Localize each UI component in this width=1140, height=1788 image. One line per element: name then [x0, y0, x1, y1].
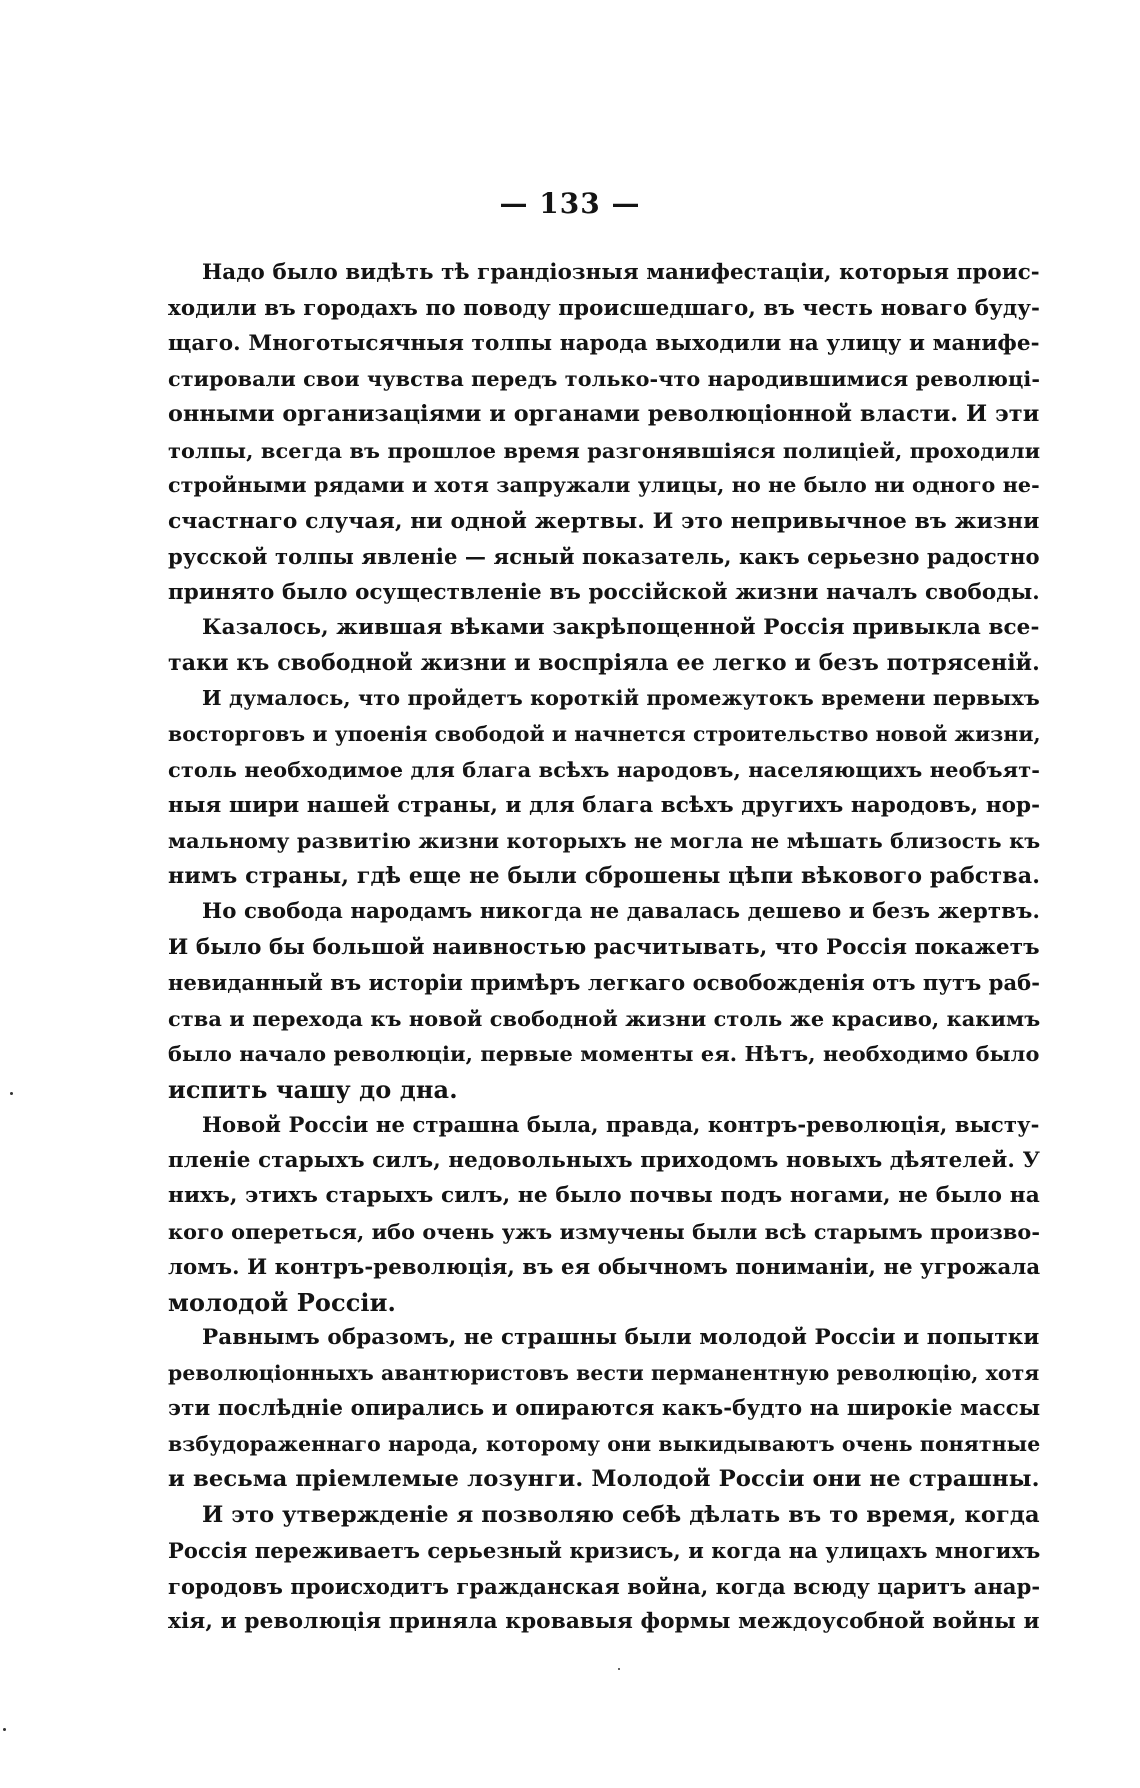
text-line: невиданный въ исторiи примѣръ легкаго освобожденiя отъ путъ раб-	[168, 970, 1041, 995]
text-line: Новой Россiи не страшна была, правда, контръ-революцiя, высту-	[202, 1112, 1040, 1137]
text-line: и весьма прiемлемые лозунги. Молодой Россiи они не страшны.	[168, 1466, 1040, 1492]
text-line: эти послѣднiе опирались и опираются какъ-будто на широкiе массы	[168, 1396, 1041, 1421]
text-line: ломъ. И контръ-революцiя, въ ея обычномъ пониманiи, не угрожала	[168, 1254, 1041, 1279]
text-line: Равнымъ образомъ, не страшны были молодой Россiи и попытки	[202, 1325, 1040, 1350]
text-line: счастнаго случая, ни одной жертвы. И это непривычное въ жизни	[168, 507, 1040, 534]
text-line: ходили въ городахъ по поводу происшедшаго, въ честь новаго буду-	[168, 295, 1041, 321]
text-line: таки къ свободной жизни и воспрiяла ее легко и безъ потрясенiй.	[168, 649, 1040, 676]
text-line: взбудораженнаго народа, которому они выкидываютъ очень понятные	[168, 1431, 1041, 1456]
text-line: кого опереться, ибо очень ужъ измучены были всѣ старымъ произво-	[168, 1218, 1041, 1244]
text-line: было начало революцiи, первые моменты ея. Нѣтъ, необходимо было	[168, 1041, 1040, 1066]
text-line: столь необходимое для блага всѣхъ народовъ, населяющихъ необъят-	[168, 757, 1041, 782]
body-text	[168, 255, 1041, 1640]
text-line: ныя шири нашей страны, и для блага всѣхъ другихъ народовъ, нор-	[168, 792, 1041, 818]
text-line: нихъ, этихъ старыхъ силъ, не было почвы подъ ногами, не было на	[168, 1183, 1040, 1208]
text-line: городовъ происходитъ гражданская война, когда всюду царитъ анар-	[168, 1573, 1041, 1599]
text-line: Россiя переживаетъ серьезный кризисъ, и когда на улицахъ многихъ	[168, 1538, 1041, 1563]
text-line: пленiе старыхъ силъ, недовольныхъ приходомъ новыхъ дѣятелей. У	[168, 1147, 1041, 1173]
text-line: восторговъ и упоенiя свободой и начнется строительство новой жизни,	[168, 721, 1041, 746]
page-number: — 133 —	[499, 187, 641, 220]
text-line: принято было осуществленiе въ россiйской жизни началъ свободы.	[168, 579, 1040, 605]
text-line: И это утвержденiе я позволяю себѣ дѣлать въ то время, когда	[202, 1501, 1040, 1528]
text-line: ства и перехода къ новой свободной жизни столь же красиво, какимъ	[168, 1005, 1041, 1031]
text-line: молодой Россiи.	[168, 1287, 396, 1317]
text-line: стройными рядами и хотя запружали улицы, но не было ни одного не-	[168, 473, 1040, 497]
text-line: русской толпы явленiе — ясный показатель, какъ серьезно радостно	[168, 544, 1040, 569]
text-line: Казалось, жившая вѣками закрѣпощенной Россiя привыкла все-	[202, 615, 1040, 640]
text-line: Надо было видѣть тѣ грандiозныя манифестацiи, которыя проис-	[202, 260, 1040, 285]
text-line: нимъ страны, гдѣ еще не были сброшены цѣпи вѣкового рабства.	[168, 862, 1041, 889]
text-line: испить чашу до дна.	[168, 1074, 458, 1104]
text-line: щаго. Многотысячныя толпы народа выходили на улицу и манифе-	[168, 331, 1040, 356]
text-line: И думалось, что пройдетъ короткiй промежутокъ времени первыхъ	[202, 686, 1040, 710]
print-speck	[618, 1668, 620, 1670]
text-line: онными организацiями и органами революцiонной власти. И эти	[168, 401, 1040, 427]
text-line: революцiонныхъ авантюристовъ вести перманентную революцiю, хотя	[168, 1360, 1040, 1385]
text-line: толпы, всегда въ прошлое время разгонявшiяся полицiей, проходили	[168, 437, 1041, 463]
text-line: стировали свои чувства передъ только-что народившимися революцi-	[168, 366, 1041, 391]
text-line: мальному развитiю жизни которыхъ не могла не мѣшать близость къ	[168, 828, 1041, 853]
print-speck	[3, 1728, 6, 1731]
text-line: хiя, и революцiя приняла кровавыя формы междоусобной войны и	[168, 1609, 1040, 1634]
text-line: Но свобода народамъ никогда не давалась дешево и безъ жертвъ.	[202, 899, 1040, 924]
text-line: И было бы большой наивностью расчитывать, что Россiя покажетъ	[168, 934, 1040, 960]
print-speck	[10, 1092, 13, 1095]
